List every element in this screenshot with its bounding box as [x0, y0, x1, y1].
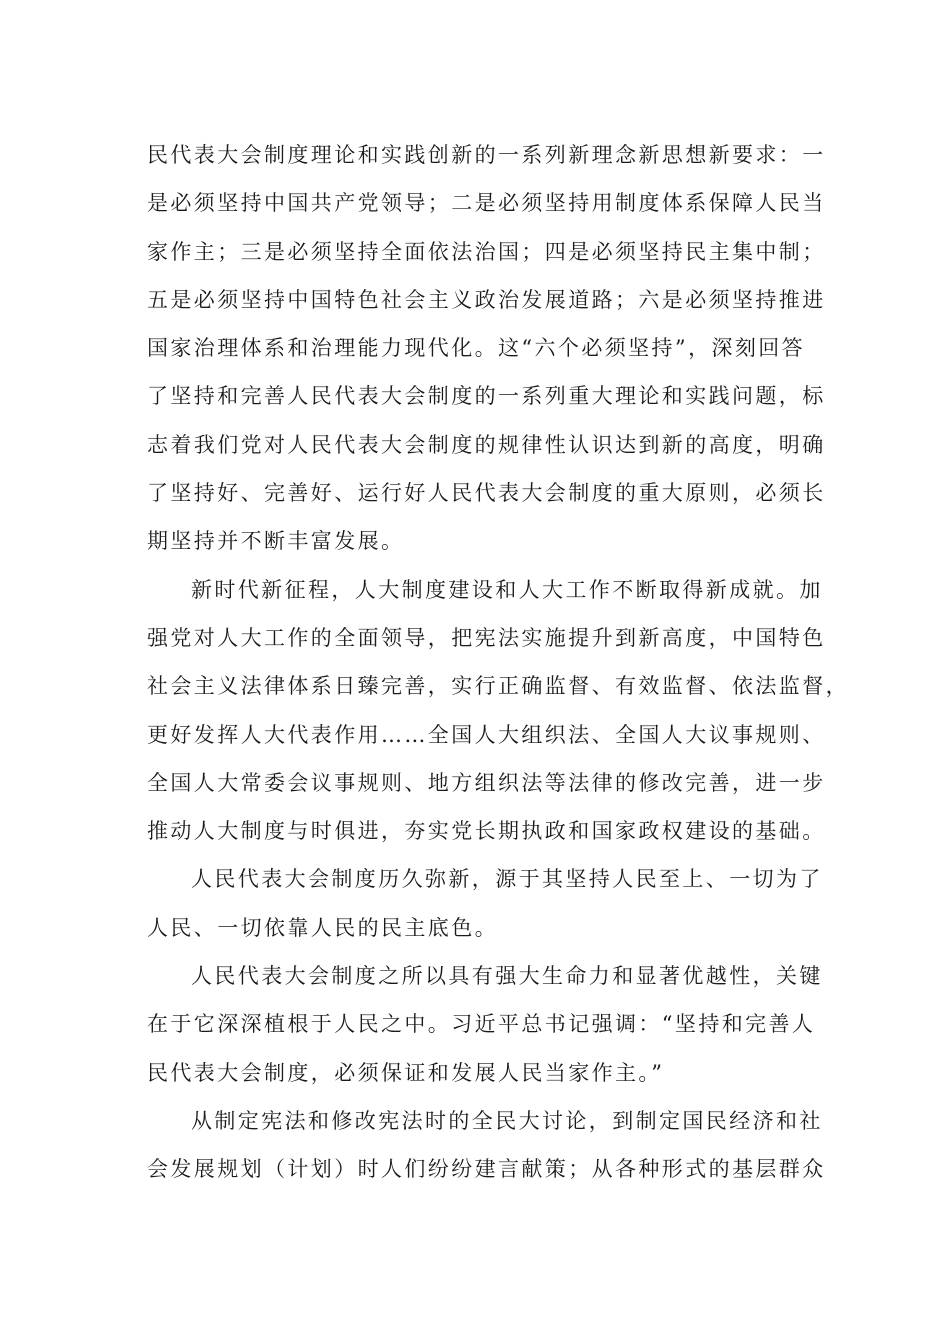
paragraph-line: 五是必须坚持中国特色社会主义政治发展道路；六是必须坚持推进	[147, 287, 826, 312]
paragraph-4	[147, 952, 823, 1097]
paragraph-line: 是必须坚持中国共产党领导；二是必须坚持用制度体系保障人民当	[147, 191, 826, 216]
paragraph-line: 国家治理体系和治理能力现代化。这“六个必须坚持”，深刻回答	[147, 336, 806, 361]
paragraph-line: 新时代新征程，人大制度建设和人大工作不断取得新成就。加	[191, 577, 823, 602]
paragraph-line: 强党对人大工作的全面领导，把宪法实施提升到新高度，中国特色	[147, 625, 826, 650]
paragraph-line: 社会主义法律体系日臻完善，实行正确监督、有效监督、依法监督，	[147, 674, 849, 699]
paragraph-2	[147, 566, 849, 856]
paragraph-line: 人民、一切依靠人民的民主底色。	[147, 915, 498, 940]
paragraph-line: 民代表大会制度理论和实践创新的一系列新理念新思想新要求：一	[147, 143, 826, 167]
paragraph-line: 人民代表大会制度之所以具有强大生命力和显著优越性，关键	[191, 964, 823, 989]
paragraph-5	[147, 1097, 826, 1194]
document-body	[147, 131, 849, 1194]
paragraph-line: 全国人大常委会议事规则、地方组织法等法律的修改完善，进一步	[147, 770, 826, 795]
paragraph-line: 民代表大会制度，必须保证和发展人民当家作主。”	[147, 1060, 665, 1085]
paragraph-line: 更好发挥人大代表作用……全国人大组织法、全国人大议事规则、	[147, 722, 826, 747]
paragraph-line: 会发展规划（计划）时人们纷纷建言献策；从各种形式的基层群众	[147, 1157, 826, 1182]
paragraph-line: 志着我们党对人民代表大会制度的规律性认识达到新的高度，明确	[147, 432, 826, 457]
paragraph-line: 在于它深深植根于人民之中。习近平总书记强调：“坚持和完善人	[147, 1012, 816, 1037]
paragraph-line: 期坚持并不断丰富发展。	[147, 529, 405, 554]
paragraph-3	[147, 855, 823, 952]
paragraph-1	[147, 131, 826, 566]
paragraph-line: 从制定宪法和修改宪法时的全民大讨论，到制定国民经济和社	[191, 1108, 823, 1133]
paragraph-line: 人民代表大会制度历久弥新，源于其坚持人民至上、一切为了	[191, 867, 823, 892]
paragraph-line: 了坚持好、完善好、运行好人民代表大会制度的重大原则，必须长	[147, 481, 826, 506]
paragraph-line: 了坚持和完善人民代表大会制度的一系列重大理论和实践问题，标	[147, 384, 826, 409]
paragraph-line: 推动人大制度与时俱进，夯实党长期执政和国家政权建设的基础。	[147, 819, 826, 844]
paragraph-line: 家作主；三是必须坚持全面依法治国；四是必须坚持民主集中制；	[147, 239, 826, 264]
